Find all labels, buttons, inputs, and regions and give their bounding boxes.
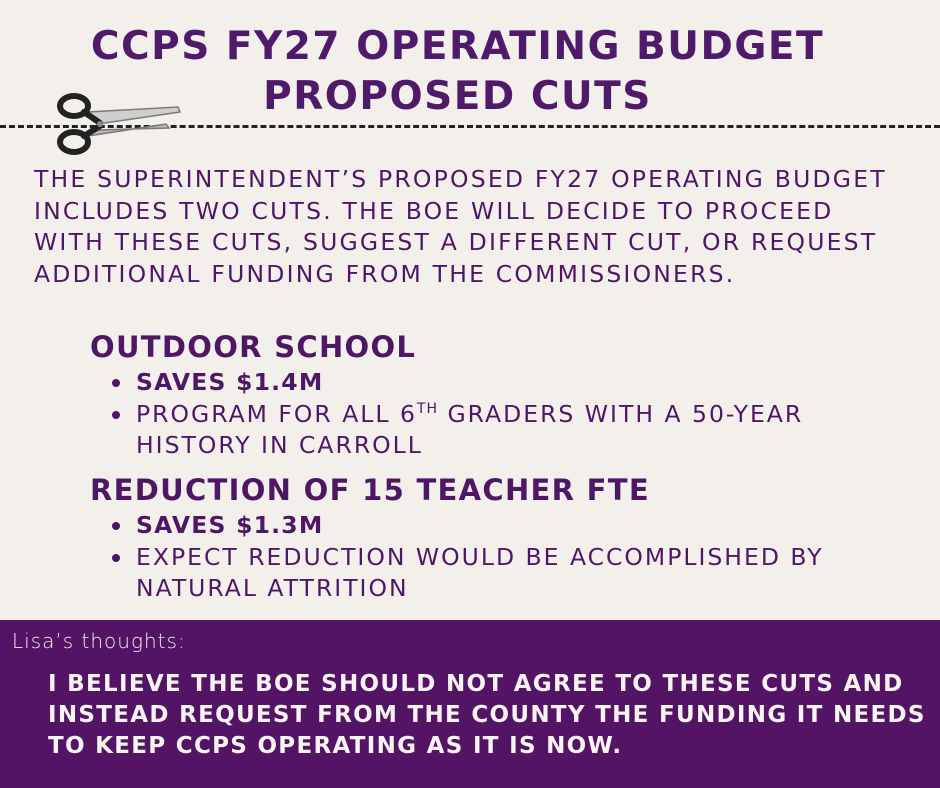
- outdoor-school-list: [108, 367, 848, 462]
- teacher-fte-list: [108, 510, 828, 605]
- title-line-1: CCPS FY27 OPERATING BUDGET: [90, 24, 825, 69]
- intro-paragraph: THE SUPERINTENDENT’S PROPOSED FY27 OPERATING BUDGET INCLUDES TWO CUTS. THE BOE WILL DECIDE TO PROCEED WITH THESE CUTS, SUGGEST A DIFFERENT CUT, OR REQUEST ADDITIONAL FUNDING FROM THE COMMISSIONERS.: [34, 165, 887, 288]
- opinion-text: I BELIEVE THE BOE SHOULD NOT AGREE TO THESE CUTS AND INSTEAD REQUEST FROM THE COUNTY THE FUNDING IT NEEDS TO KEEP CCPS OPERATING AS IT IS NOW.: [48, 671, 926, 759]
- list-item-detail: PROGRAM FOR ALL 6TH GRADERS WITH A 50-YEAR HISTORY IN CARROLL: [108, 399, 848, 462]
- list-item-savings: SAVES $1.4M: [108, 367, 848, 399]
- title-line-2: PROPOSED CUTS: [263, 74, 652, 119]
- section-heading-teacher-fte: REDUCTION OF 15 TEACHER FTE: [90, 473, 650, 507]
- scissors-icon: [54, 90, 184, 160]
- thoughts-panel: [0, 620, 940, 788]
- list-item-detail: EXPECT REDUCTION WOULD BE ACCOMPLISHED BY NATURAL ATTRITION: [108, 542, 828, 605]
- list-item-savings: SAVES $1.3M: [108, 510, 828, 542]
- thoughts-label: Lisa’s thoughts:: [12, 629, 186, 653]
- section-heading-outdoor-school: OUTDOOR SCHOOL: [90, 330, 417, 364]
